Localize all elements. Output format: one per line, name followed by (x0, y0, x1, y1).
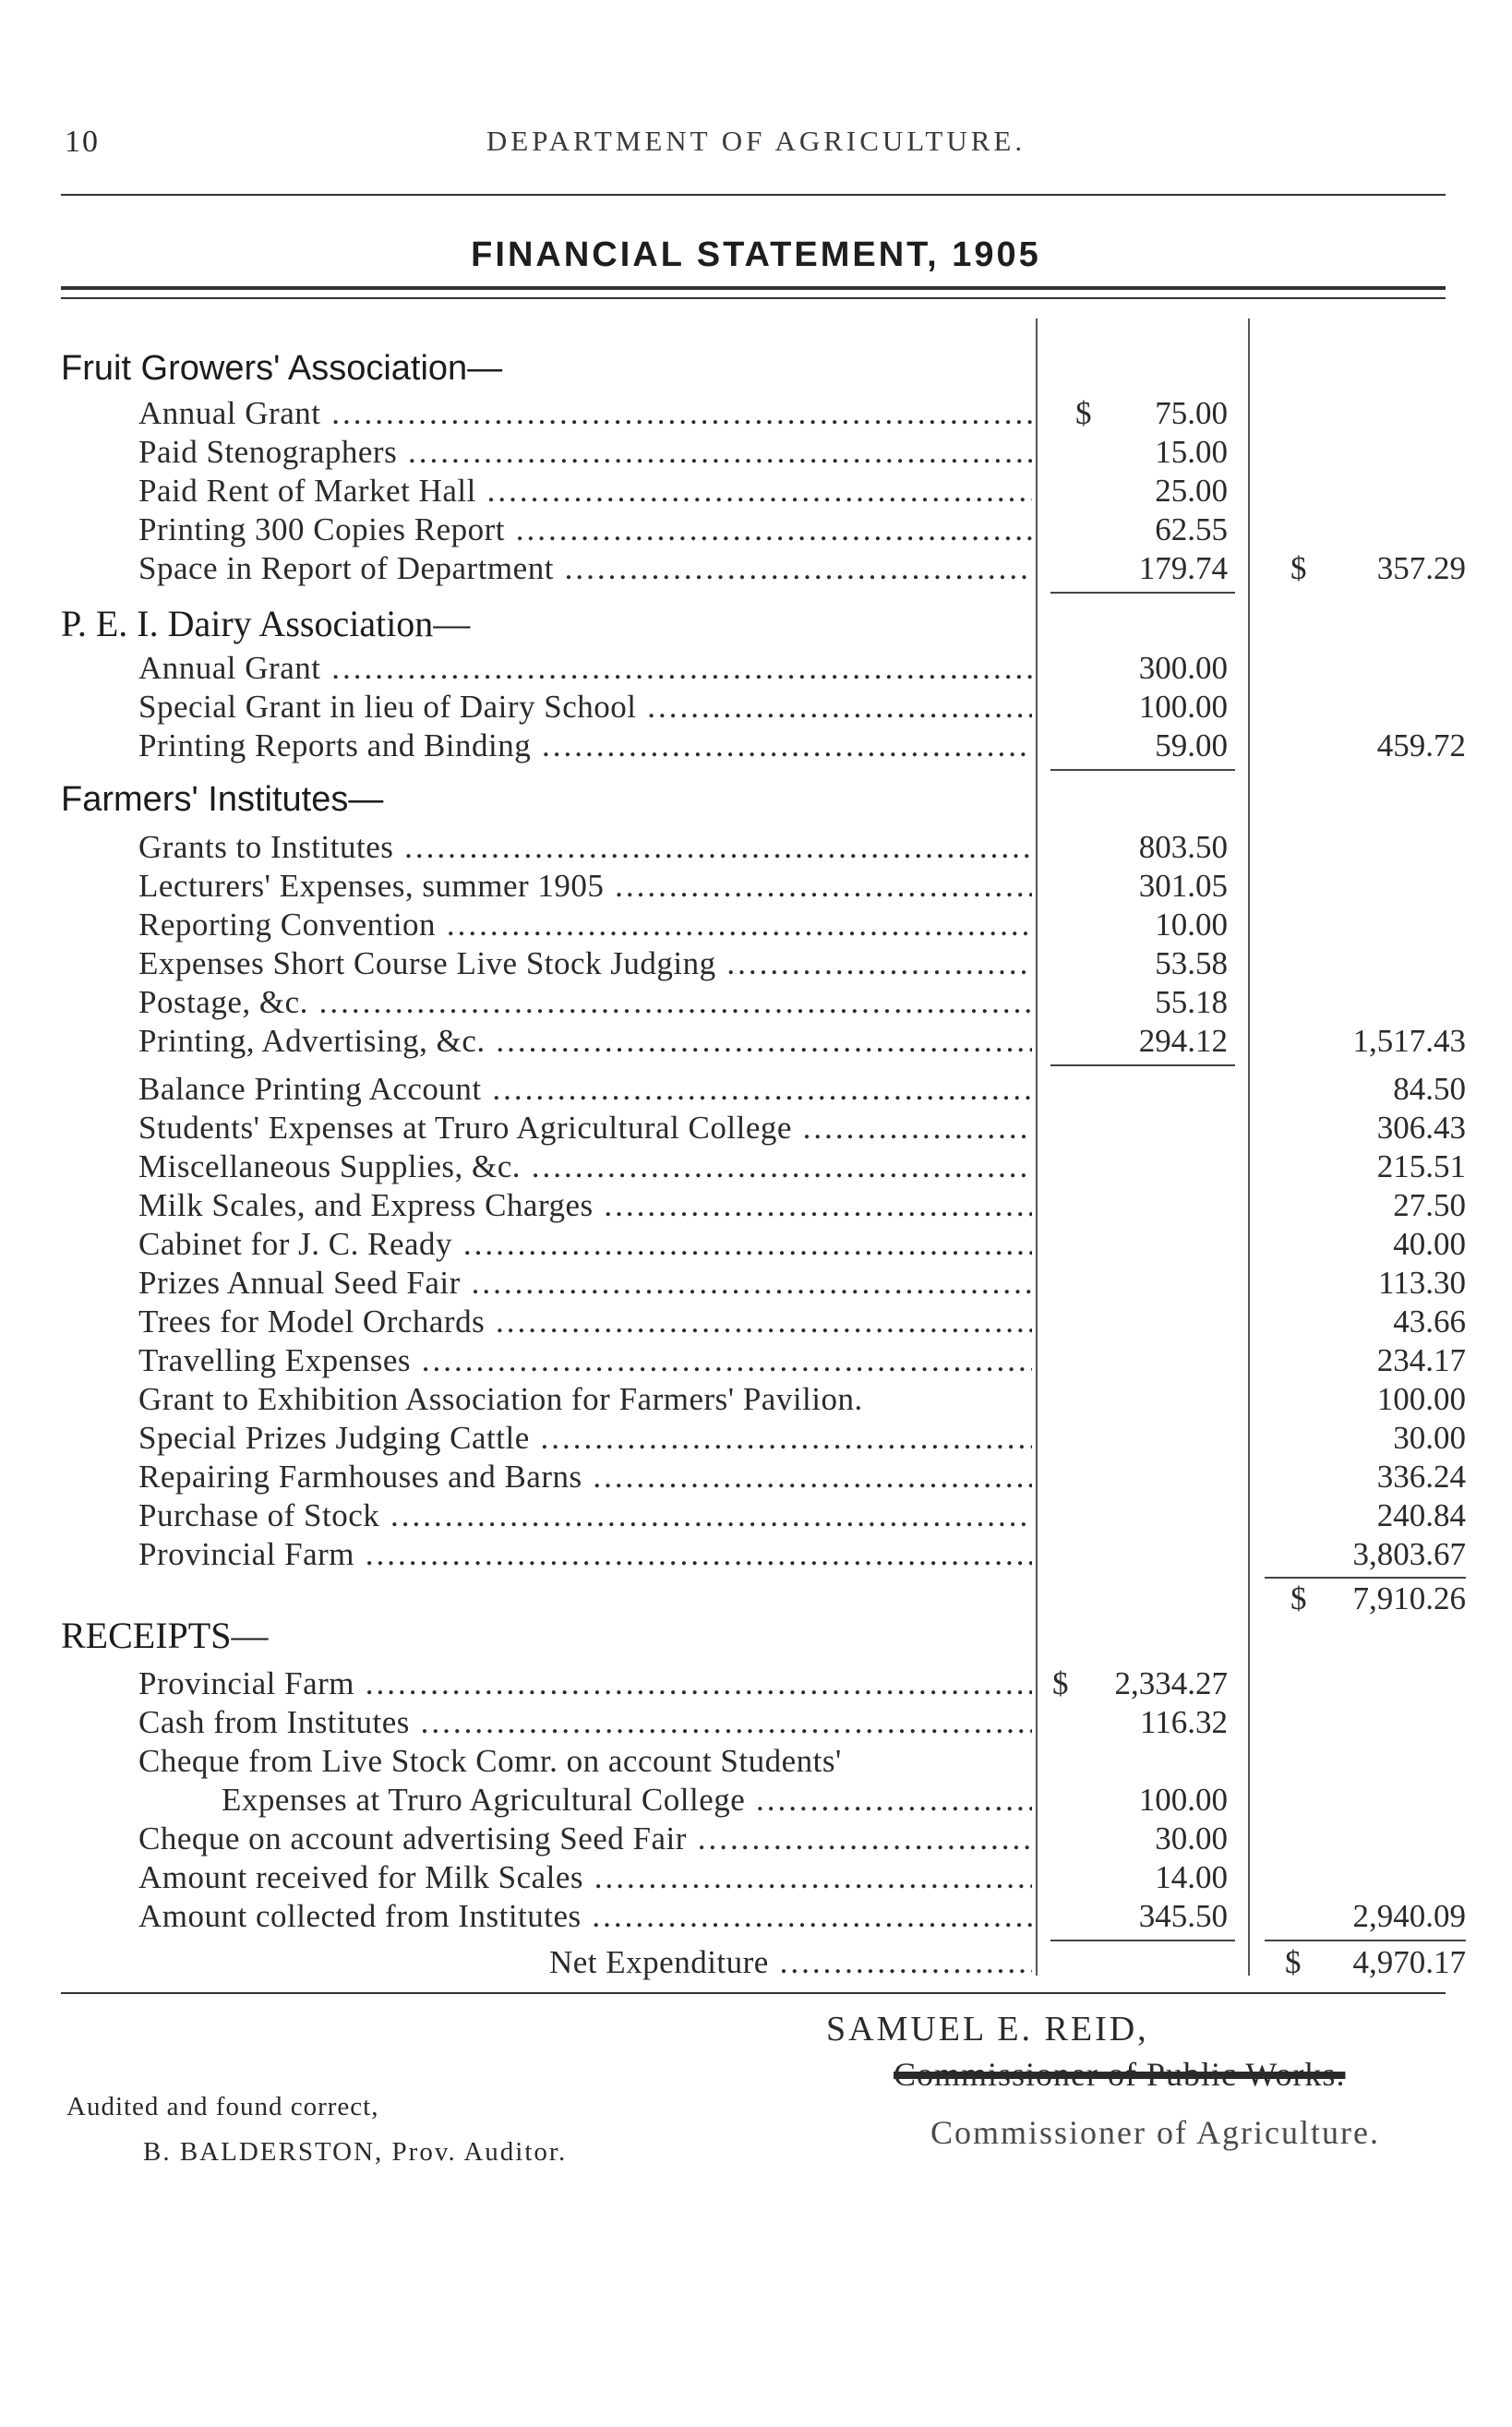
row-label: Expenses at Truro Agricultural College ..... (222, 1782, 1032, 1819)
row-label: Students' Expenses at Truro Agricultural College ..... (138, 1110, 1032, 1147)
row-label: Cheque from Live Stock Comr. on account Students' (138, 1743, 842, 1779)
section-total: 1,517.43 (1352, 1023, 1466, 1059)
net-expenditure-amount: 4,970.17 (1352, 1944, 1466, 1980)
row-amount: 215.51 (1376, 1148, 1466, 1184)
table-row (0, 727, 1512, 766)
table-row (0, 434, 1512, 473)
section-heading-farmers-institutes: Farmers' Institutes— (61, 780, 384, 819)
row-amount: 30.00 (1155, 1820, 1228, 1856)
header-rule (61, 194, 1446, 196)
table-row (0, 1304, 1512, 1342)
row-amount: 27.50 (1393, 1187, 1466, 1223)
row-amount: 300.00 (1138, 650, 1228, 686)
table-row (0, 1071, 1512, 1110)
table-row (0, 829, 1512, 868)
table-row (0, 1459, 1512, 1497)
row-label: Milk Scales, and Express Charges ..... (138, 1187, 1032, 1224)
row-amount: 336.24 (1376, 1459, 1466, 1495)
row-label: Purchase of Stock ..... (138, 1497, 1032, 1534)
table-row (0, 689, 1512, 727)
row-label: Printing Reports and Binding ..... (138, 727, 1032, 764)
row-amount: 62.55 (1155, 511, 1228, 547)
row-label: Special Prizes Judging Cattle ..... (138, 1420, 1032, 1457)
row-label: Space in Report of Department ..... (138, 550, 1032, 587)
row-label: Printing, Advertising, &c. ..... (138, 1023, 1032, 1060)
row-label: Annual Grant ..... (138, 395, 1032, 432)
table-row (0, 1665, 1512, 1704)
total-rule (1265, 1940, 1466, 1941)
row-amount: 179.74 (1138, 550, 1228, 586)
row-label: Postage, &c. ..... (138, 984, 1032, 1021)
row-amount: 15.00 (1155, 434, 1228, 470)
row-label: Annual Grant ..... (138, 650, 1032, 687)
table-row (0, 907, 1512, 945)
row-label: Printing 300 Copies Report ..... (138, 511, 1032, 548)
table-row (0, 1743, 1512, 1782)
row-amount: 84.50 (1393, 1071, 1466, 1107)
table-row (0, 1898, 1512, 1937)
net-expenditure-row (0, 1944, 1512, 1983)
row-label: Prizes Annual Seed Fair ..... (138, 1265, 1032, 1302)
table-row (0, 1420, 1512, 1459)
table-row (0, 1226, 1512, 1265)
table-row (0, 1536, 1512, 1575)
table-row (0, 1497, 1512, 1536)
row-label: Paid Rent of Market Hall ..... (138, 473, 1032, 510)
row-label: Travelling Expenses ..... (138, 1342, 1032, 1379)
row-amount: 100.00 (1138, 689, 1228, 725)
row-amount: 43.66 (1393, 1304, 1466, 1340)
row-amount: 100.00 (1376, 1381, 1466, 1417)
row-label: Provincial Farm ..... (138, 1536, 1032, 1573)
row-label: Grant to Exhibition Association for Farmers' Pavilion. (138, 1381, 863, 1417)
row-amount: 345.50 (1138, 1898, 1228, 1934)
row-amount: 30.00 (1393, 1420, 1466, 1456)
row-label: Cheque on account advertising Seed Fair ..... (138, 1820, 1032, 1857)
table-row (0, 395, 1512, 434)
row-amount: 55.18 (1155, 984, 1228, 1020)
table-row (0, 1342, 1512, 1381)
row-label: Amount collected from Institutes ..... (138, 1898, 1032, 1935)
row-amount: 100.00 (1138, 1782, 1228, 1818)
table-row (0, 1023, 1512, 1062)
row-label: Paid Stenographers ..... (138, 434, 1032, 471)
row-label: Grants to Institutes ..... (138, 829, 1032, 866)
page-number: 10 (65, 125, 100, 159)
signatory-title: Commissioner of Agriculture. (930, 2114, 1380, 2151)
section-total: 357.29 (1376, 550, 1466, 586)
row-amount: 113.30 (1378, 1265, 1466, 1301)
auditor-signature: B. BALDERSTON, Prov. Auditor. (143, 2137, 568, 2167)
page-title: FINANCIAL STATEMENT, 1905 (471, 235, 1041, 274)
table-row (0, 511, 1512, 550)
struck-title: Commissioner of Public Works. (894, 2056, 1346, 2093)
row-amount: 240.84 (1376, 1497, 1466, 1533)
row-amount: 306.43 (1376, 1110, 1466, 1146)
row-label: Balance Printing Account ..... (138, 1071, 1032, 1108)
row-amount: 2,334.27 (1114, 1665, 1228, 1701)
currency-sign: $ (1285, 1944, 1302, 1980)
subtotal-rule (1050, 1940, 1235, 1941)
table-row (0, 1187, 1512, 1226)
row-label: Repairing Farmhouses and Barns ..... (138, 1459, 1032, 1496)
row-amount: 59.00 (1155, 727, 1228, 763)
row-label: Lecturers' Expenses, summer 1905 ..... (138, 868, 1032, 905)
row-amount: 10.00 (1155, 907, 1228, 943)
table-row (0, 945, 1512, 984)
currency-sign: $ (1075, 395, 1092, 431)
grand-total: 7,910.26 (1352, 1580, 1466, 1616)
row-amount: 14.00 (1155, 1859, 1228, 1895)
row-label: Provincial Farm ..... (138, 1665, 1032, 1702)
row-label: Cash from Institutes ..... (138, 1704, 1032, 1741)
row-label: Cabinet for J. C. Ready ..... (138, 1226, 1032, 1263)
table-row (0, 1381, 1512, 1420)
table-row (0, 1820, 1512, 1859)
grand-total-rule (1265, 1577, 1466, 1579)
title-rule-top (61, 286, 1446, 290)
row-label: Miscellaneous Supplies, &c. ..... (138, 1148, 1032, 1185)
net-expenditure-label: Net Expenditure ..... (549, 1944, 1032, 1981)
row-amount: 234.17 (1376, 1342, 1466, 1378)
title-rule-bottom (61, 297, 1446, 299)
row-amount: 301.05 (1138, 868, 1228, 904)
signatory-name: SAMUEL E. REID, (826, 2010, 1149, 2049)
row-amount: 294.12 (1138, 1023, 1228, 1059)
row-amount: 40.00 (1393, 1226, 1466, 1262)
table-row (0, 1148, 1512, 1187)
row-amount: 75.00 (1155, 395, 1228, 431)
table-row (0, 1265, 1512, 1304)
row-label: Reporting Convention ..... (138, 907, 1032, 943)
row-label: Expenses Short Course Live Stock Judging ..... (138, 945, 1032, 982)
table-row (0, 1110, 1512, 1148)
table-row (0, 1782, 1512, 1820)
section-total: 459.72 (1376, 727, 1466, 763)
row-amount: 116.32 (1140, 1704, 1228, 1740)
currency-sign: $ (1290, 1580, 1307, 1616)
row-amount: 25.00 (1155, 473, 1228, 509)
row-amount: 803.50 (1138, 829, 1228, 865)
currency-sign: $ (1052, 1665, 1069, 1701)
audit-statement: Audited and found correct, (66, 2092, 379, 2121)
subtotal-rule (1050, 592, 1235, 594)
table-row (0, 473, 1512, 511)
table-row (0, 1859, 1512, 1898)
row-label: Amount received for Milk Scales ..... (138, 1859, 1032, 1896)
table-row (0, 650, 1512, 689)
section-heading-receipts: RECEIPTS— (61, 1615, 269, 1656)
running-header: DEPARTMENT OF AGRICULTURE. (486, 125, 1026, 157)
receipts-total: 2,940.09 (1352, 1898, 1466, 1934)
row-label: Trees for Model Orchards ..... (138, 1304, 1032, 1340)
currency-sign: $ (1290, 550, 1307, 586)
row-amount: 53.58 (1155, 945, 1228, 981)
section-heading-fruit-growers: Fruit Growers' Association— (61, 349, 503, 388)
table-row (0, 550, 1512, 589)
bottom-rule (61, 1992, 1446, 1994)
table-row (0, 1704, 1512, 1743)
row-amount: 3,803.67 (1352, 1536, 1466, 1572)
section-heading-dairy: P. E. I. Dairy Association— (61, 603, 471, 644)
subtotal-rule (1050, 1064, 1235, 1066)
table-row (0, 984, 1512, 1023)
subtotal-rule (1050, 769, 1235, 771)
table-row (0, 868, 1512, 907)
row-label: Special Grant in lieu of Dairy School ..... (138, 689, 1032, 726)
